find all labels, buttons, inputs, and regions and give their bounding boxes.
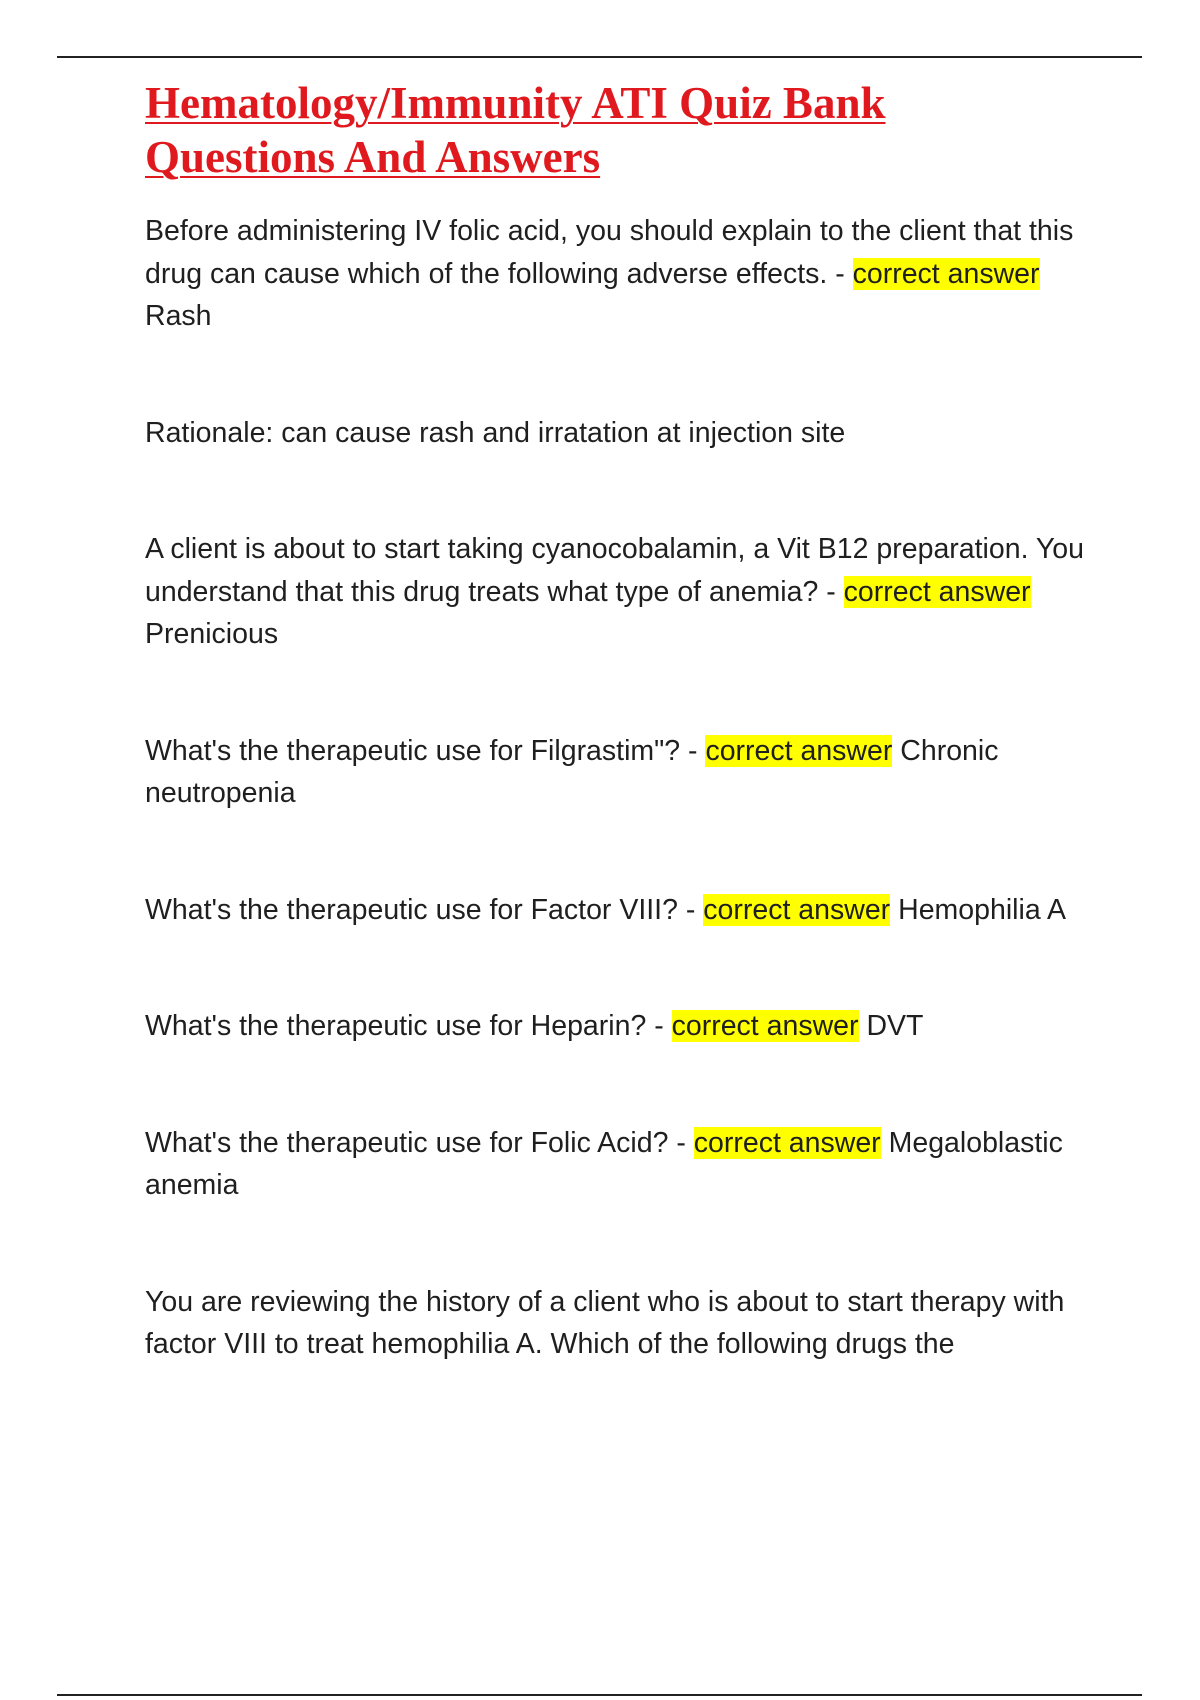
question-text-partial: You are reviewing the history of a client who is about to start therapy with factor VIII to treat hemophilia A. Which of the following drugs the xyxy=(145,1285,1065,1360)
question-text: What's the therapeutic use for Filgrastim"? - xyxy=(145,734,706,767)
answer-marker: correct answer xyxy=(843,575,1031,608)
answer-text: Chronic neutropenia xyxy=(145,734,999,809)
answer-text: Prenicious xyxy=(145,618,279,650)
top-rule xyxy=(57,56,1142,58)
answer-marker: correct answer xyxy=(693,1126,881,1159)
document-title xyxy=(145,76,1095,184)
title-line-1: Hematology/Immunity ATI Quiz Bank xyxy=(145,78,886,128)
bottom-rule xyxy=(57,1694,1142,1696)
question-text: A client is about to start taking cyanocobalamin, a Vit B12 preparation. You understand that this drug treats what type of anemia? - xyxy=(145,533,1084,608)
answer-text: Megaloblastic anemia xyxy=(145,1126,1063,1201)
title-line-2: Questions And Answers xyxy=(145,132,601,182)
rationale-text: Rationale: can cause rash and irratation at injection site xyxy=(145,416,846,449)
answer-marker: correct answer xyxy=(705,734,893,767)
answer-text: Rash xyxy=(145,300,212,332)
qa-entry xyxy=(145,889,1095,932)
qa-entry xyxy=(145,210,1095,338)
question-text: What's the therapeutic use for Folic Acid? - xyxy=(145,1126,694,1159)
answer-marker: correct answer xyxy=(671,1010,859,1042)
answer-marker: correct answer xyxy=(703,893,891,926)
question-text: Before administering IV folic acid, you should explain to the client that this drug can cause which of the following adverse effects. - xyxy=(145,215,1074,290)
qa-entry xyxy=(145,528,1095,656)
qa-entry xyxy=(145,730,1095,815)
document-body xyxy=(145,76,1095,1366)
answer-text: DVT xyxy=(858,1010,924,1042)
qa-entry xyxy=(145,1005,1095,1048)
answer-marker: correct answer xyxy=(852,257,1040,290)
question-text: What's the therapeutic use for Heparin? - xyxy=(145,1010,672,1042)
question-text: What's the therapeutic use for Factor VIII? - xyxy=(145,893,704,926)
qa-entry xyxy=(145,1122,1095,1207)
answer-text: Hemophilia A xyxy=(890,893,1067,926)
